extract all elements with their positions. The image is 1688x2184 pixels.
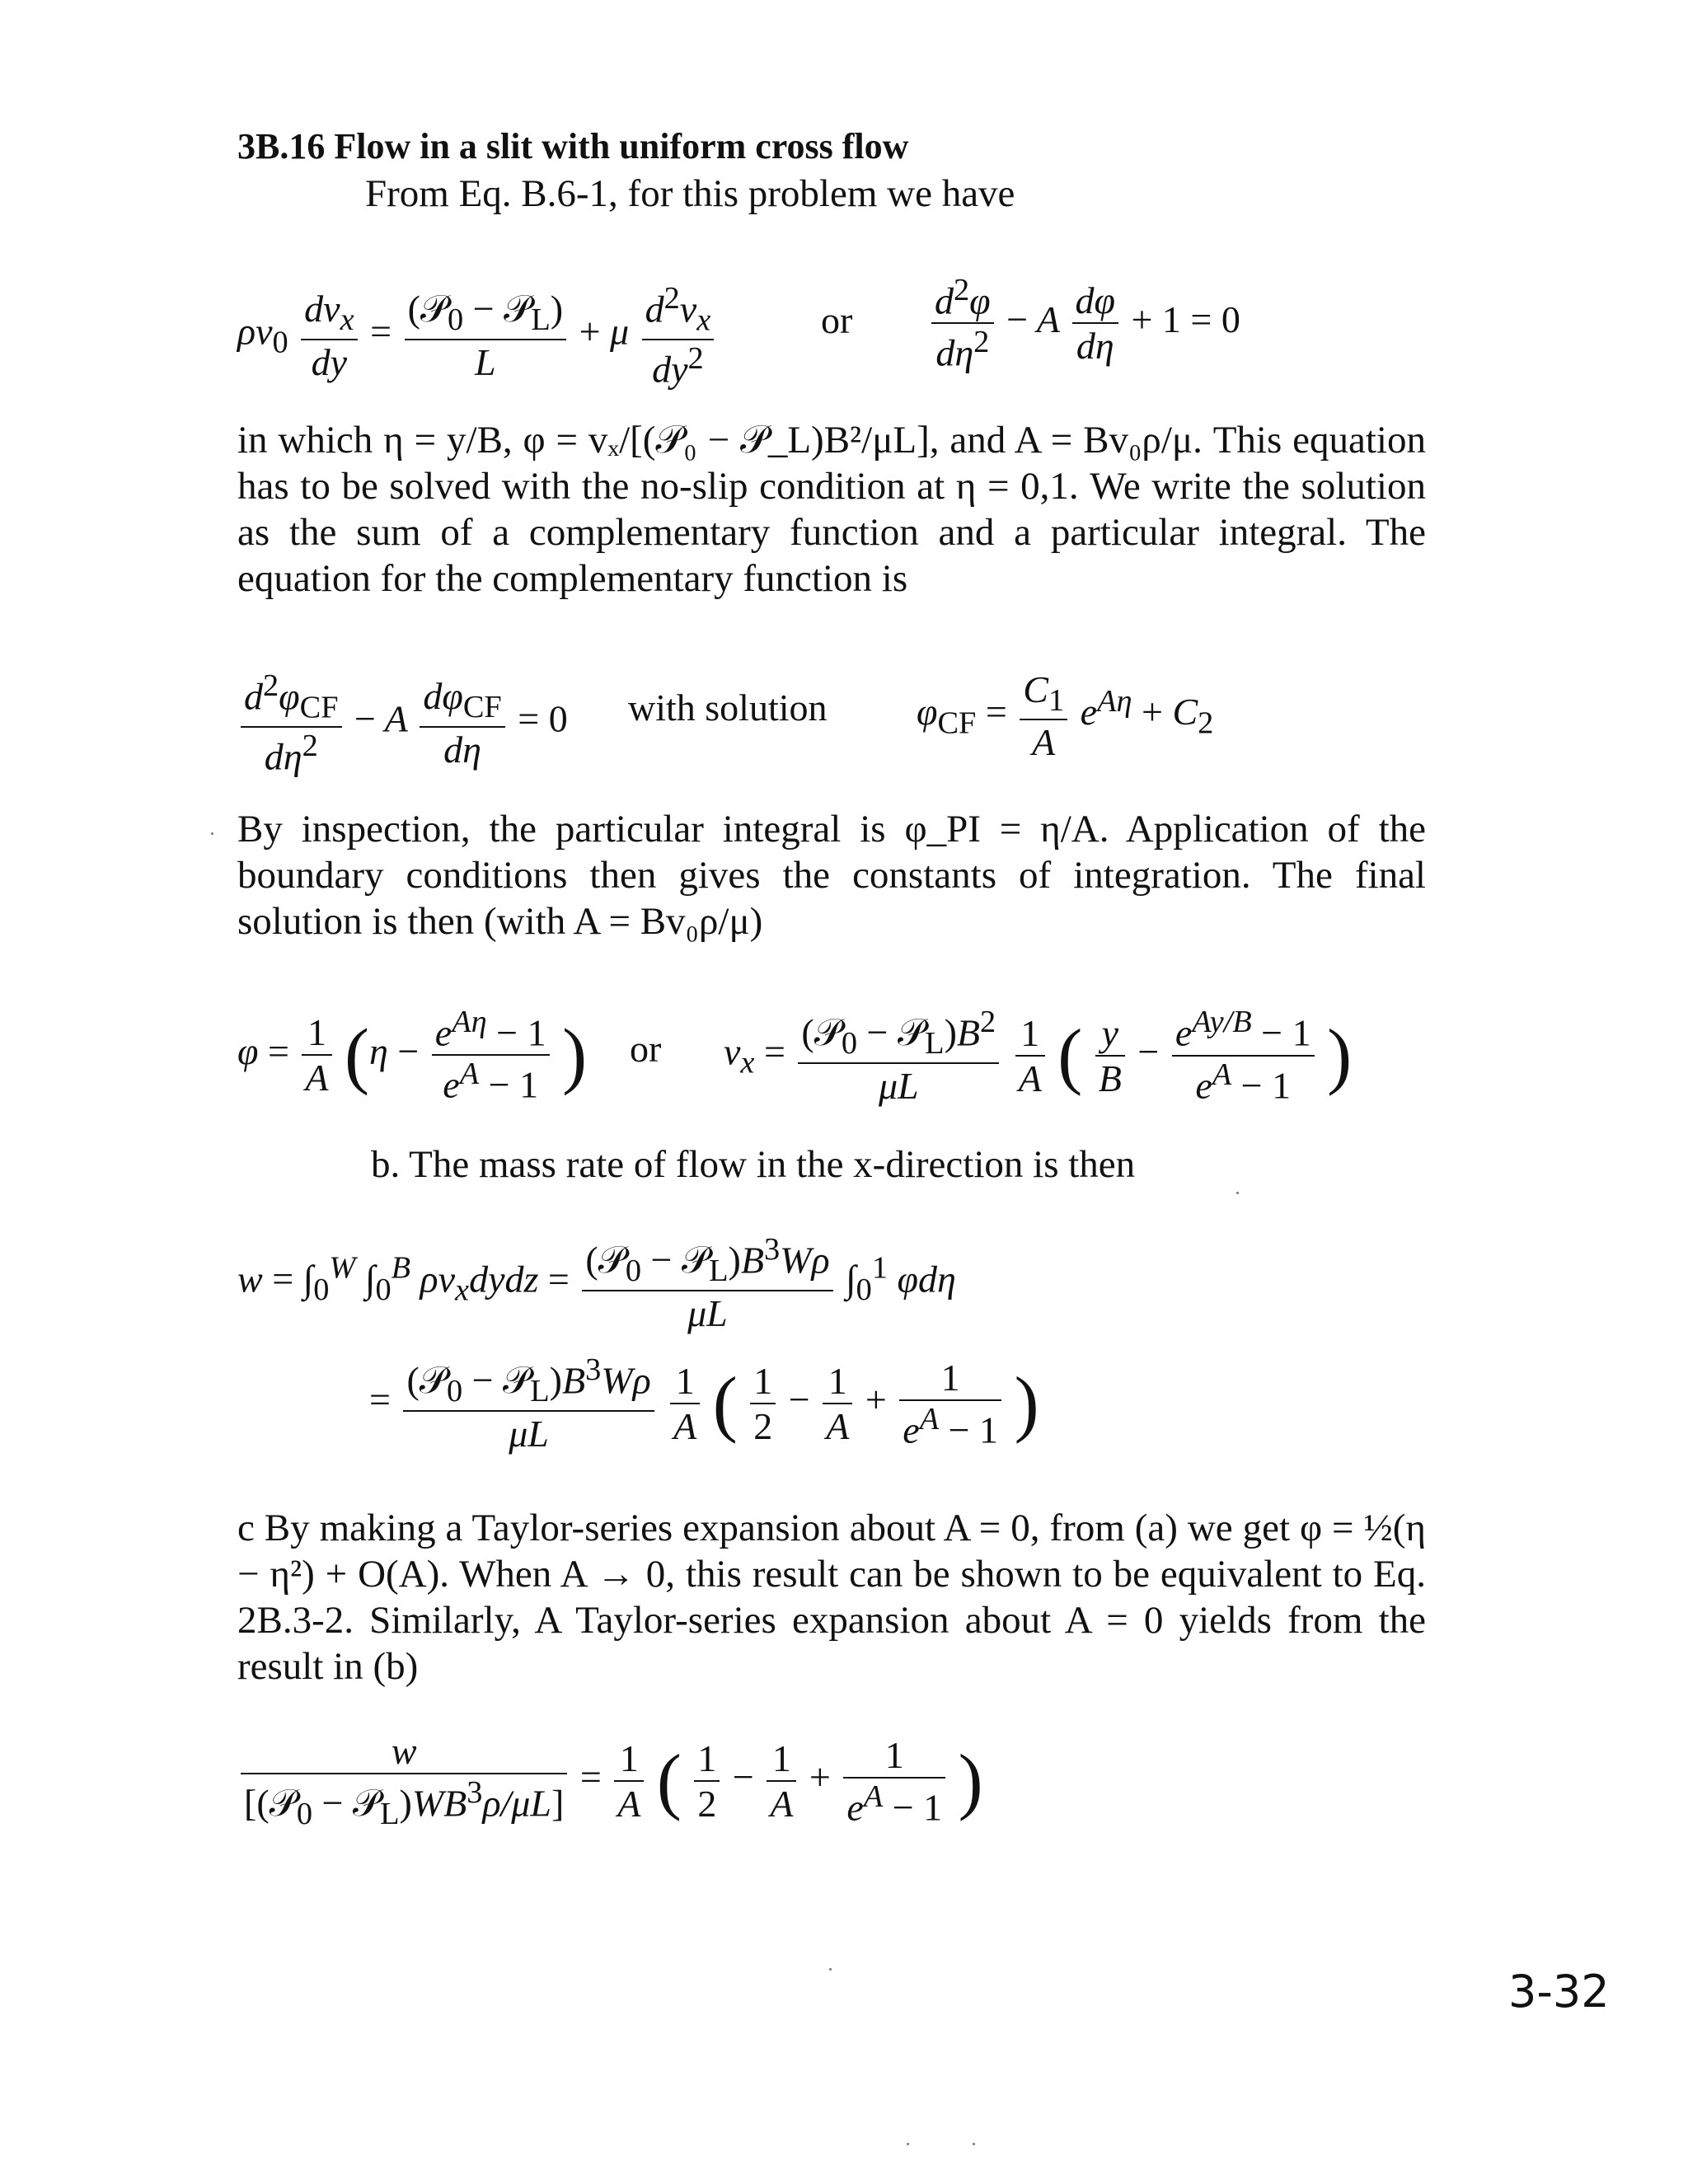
scan-speck [973, 2143, 975, 2145]
equation-mass-flow-line1: $w = \int_0^W$ $\int_0^B$ $\rho v_xdydz$ = $\frac{(𝒫_0 - 𝒫_L)B^3W\rho}{\mu L}$ $\int_0^1$ φdη [237, 1232, 956, 1334]
equation-final-solution-velocity: $v_x$ = $\frac{(𝒫_0 - 𝒫_L)B^2}{\mu L}$ $\frac{1}{A}$ ( $\frac{y}{B}$ − $\frac{e^{Ay/B} - 1}{e^A - 1}$ ) [724, 1005, 1353, 1107]
part-b-text: b. The mass rate of flow in the x-direction is then [371, 1143, 1136, 1186]
equation-mass-flow-line2: = $\frac{(𝒫_0 - 𝒫_L)B^3W\rho}{\mu L}$ $\frac{1}{A}$ ( $\frac{1}{2}$ − $\frac{1}{A}$ + $\frac{1}{e^A - 1}$ ) [369, 1352, 1039, 1455]
equation-complementary: $\frac{d^2\varphi_{CF}}{d\eta^2}$ − A $\frac{d\varphi_{CF}}{d\eta}$ = 0 [237, 668, 568, 778]
equation-final-solution-phi: φ = $\frac{1}{A}$ (η − $\frac{e^{A\eta} - 1}{e^A - 1}$ ) [237, 1005, 588, 1106]
equation-complementary-solution: $\varphi_{CF}$ = $\frac{C_1}{A}$ $e^{A\eta} + C_2$ [917, 668, 1214, 764]
scan-speck [907, 2143, 909, 2145]
problem-title: 3B.16 Flow in a slit with uniform cross flow [237, 126, 909, 166]
paragraph-particular-integral: By inspection, the particular integral is φ_PI = η/A. Application of the boundary conditions then gives the constants of integration. The final solution is then (with A = Bv₀ρ/μ) [237, 808, 1426, 943]
scan-speck [1236, 1192, 1239, 1194]
equation-connector-with-solution: with solution [628, 687, 828, 729]
paragraph-part-c: c By making a Taylor-series expansion about A = 0, from (a) we get φ = ½(η − η²) + O(A). When A → 0, this result can be shown to be equivalent to Eq. 2B.3-2. Similarly, A Taylor-series expansion about A = 0 yields from the result in (b) [237, 1507, 1426, 1688]
equation-connector-or: or [821, 299, 853, 341]
equation-taylor-result: $\frac{w}{[(𝒫_0 - 𝒫_L)WB^3\rho/\mu L]}$ = $\frac{1}{A}$ ( $\frac{1}{2}$ − $\frac{1}{A}$ + $\frac{1}{e^A - 1}$ ) [237, 1729, 983, 1833]
scan-speck [829, 1968, 832, 1971]
intro-text: From Eq. B.6-1, for this problem we have [365, 172, 1015, 215]
equation-dimensionless: $\frac{d^2\varphi}{d\eta^2}$ − A $\frac{d\varphi}{d\eta}$ + 1 = 0 [928, 272, 1240, 375]
page-number: 3-32 [1508, 1966, 1610, 2018]
paragraph-definitions: in which η = y/B, φ = vₓ/[(𝒫₀ − 𝒫_L)B²/μL], and A = Bv₀ρ/μ. This equation has to be solved with the no-slip condition at η = 0,1. We write the solution as the sum of a complementary function and a particular integral. The equation for the complementary function is [237, 419, 1426, 600]
equation-momentum: $\rho v_0$ $\frac{dv_x}{dy}$ = $\frac{(𝒫_0 - 𝒫_L)}{L}$ + μ $\frac{d^2v_x}{dy^2}$ [237, 280, 717, 391]
scan-speck [211, 832, 213, 835]
equation-connector-or-2: or [630, 1028, 662, 1070]
